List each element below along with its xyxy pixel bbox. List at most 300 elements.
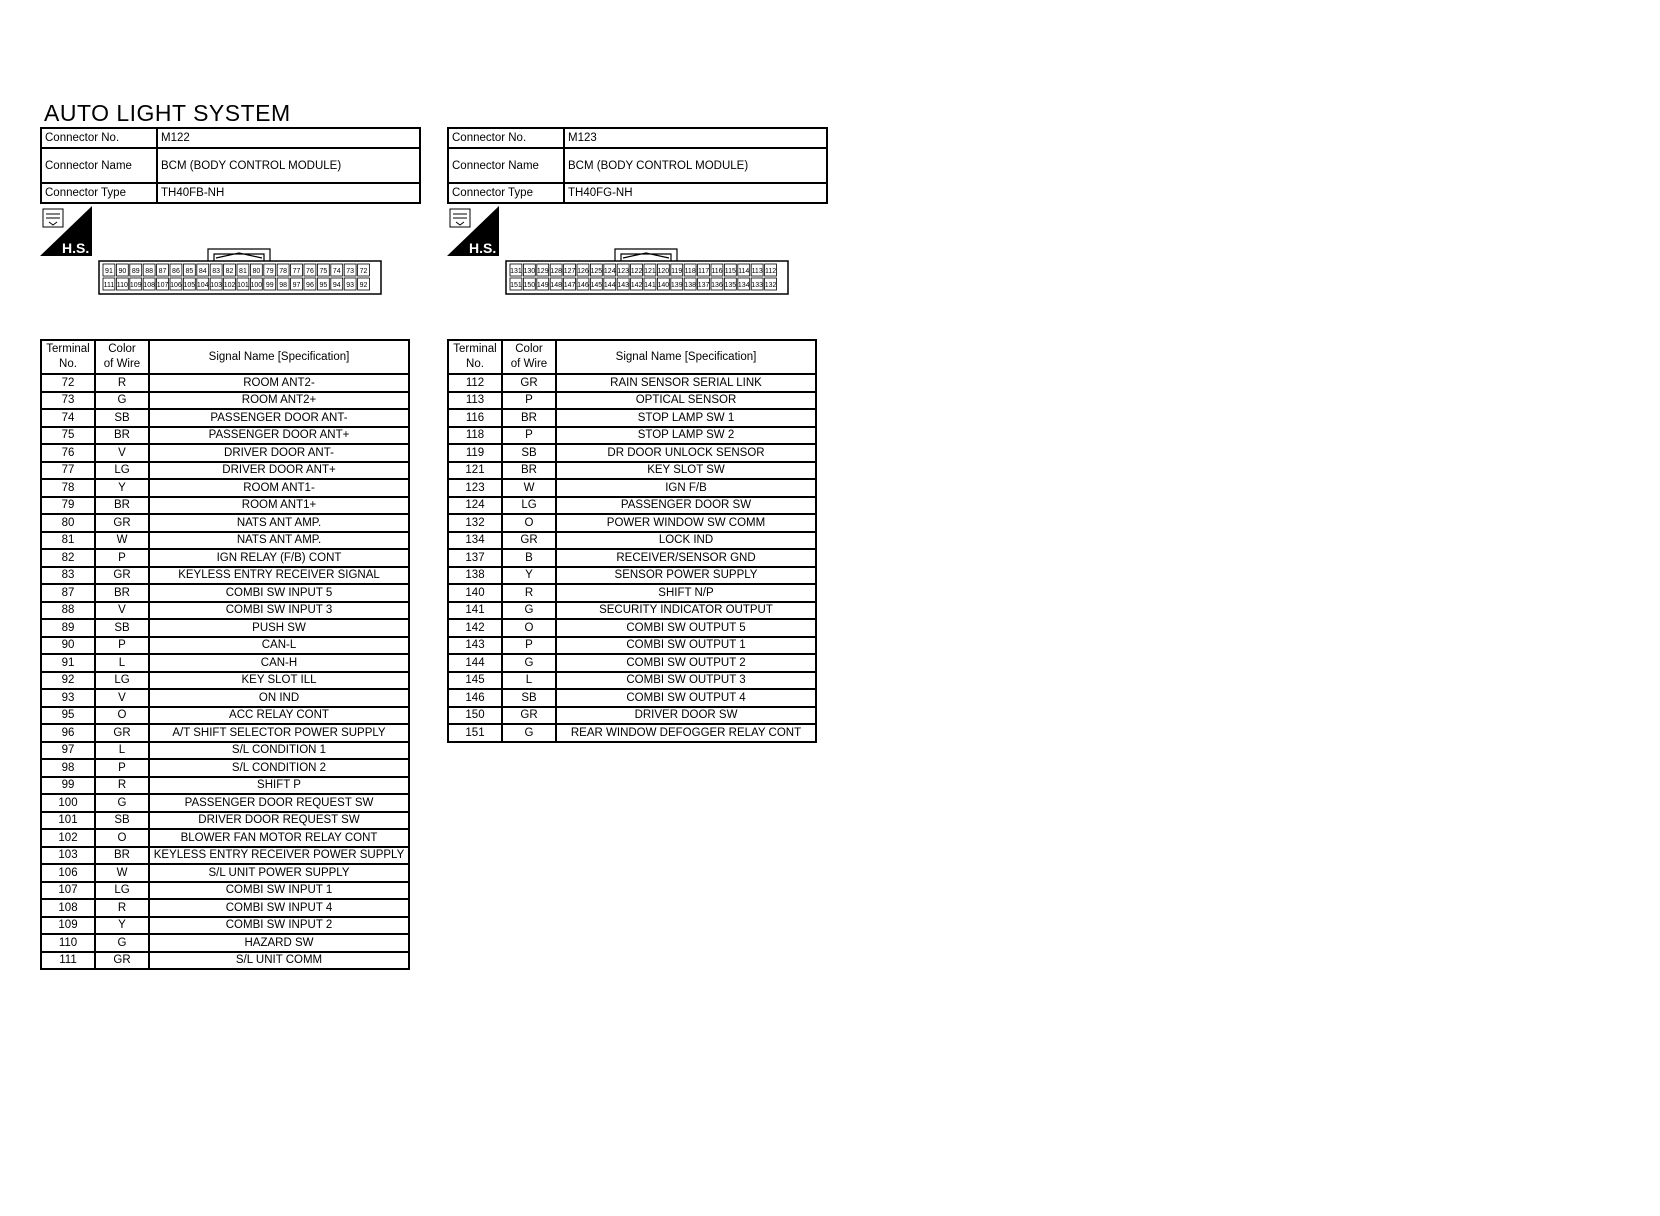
wire-color-cell: V: [95, 689, 149, 707]
table-row: [41, 479, 409, 497]
wire-color-cell: BR: [502, 462, 556, 480]
wire-color-cell: O: [502, 514, 556, 532]
signal-name-cell: CAN-H: [149, 654, 409, 672]
table-row: [41, 829, 409, 847]
signal-name-cell: PASSENGER DOOR ANT-: [149, 409, 409, 427]
pin-number: 97: [292, 282, 301, 289]
terminal-no-cell: 79: [41, 497, 95, 515]
table-row: [448, 654, 816, 672]
pin-number: 93: [346, 282, 355, 289]
signal-name-cell: ROOM ANT1-: [149, 479, 409, 497]
terminal-no-cell: 121: [448, 462, 502, 480]
signal-name-cell: COMBI SW INPUT 3: [149, 602, 409, 620]
table-row: [41, 952, 409, 970]
wire-color-cell: L: [502, 672, 556, 690]
pin-number: 83: [212, 268, 221, 275]
signal-name-cell: KEY SLOT SW: [556, 462, 816, 480]
pin-number: 129: [536, 268, 549, 275]
terminal-no-cell: 145: [448, 672, 502, 690]
wire-color-cell: P: [95, 549, 149, 567]
wire-color-cell: R: [95, 899, 149, 917]
connector-face-diagram-m122: [98, 248, 382, 296]
label-connector-no: Connector No.: [448, 128, 564, 148]
signal-name-cell: PUSH SW: [149, 619, 409, 637]
signal-name-cell: REAR WINDOW DEFOGGER RELAY CONT: [556, 724, 816, 742]
terminal-no-cell: 143: [448, 637, 502, 655]
pin-number: 91: [105, 268, 113, 275]
pin-number: 144: [603, 282, 616, 289]
table-row: [448, 619, 816, 637]
wire-color-cell: B: [502, 549, 556, 567]
pin-number: 100: [250, 282, 263, 289]
pin-number: 114: [738, 268, 750, 275]
wire-color-cell: SB: [95, 409, 149, 427]
wire-color-cell: Y: [502, 567, 556, 585]
pin-number: 110: [116, 282, 128, 289]
wire-color-cell: BR: [95, 584, 149, 602]
wire-color-cell: BR: [95, 427, 149, 445]
table-row: [41, 899, 409, 917]
terminal-no-cell: 77: [41, 462, 95, 480]
terminal-no-cell: 116: [448, 409, 502, 427]
col-header-color: Color of Wire: [95, 340, 149, 374]
pin-number: 96: [306, 282, 314, 289]
pin-number: 106: [170, 282, 182, 289]
table-row: [41, 847, 409, 865]
harness-side-icon: [447, 206, 499, 256]
pin-number: 98: [279, 282, 288, 289]
table-row: [41, 444, 409, 462]
terminal-no-cell: 111: [41, 952, 95, 970]
pin-number: 82: [225, 268, 234, 275]
pin-number: 124: [603, 268, 616, 275]
wire-color-cell: GR: [95, 514, 149, 532]
value-connector-no: M123: [564, 128, 827, 148]
table-row: [448, 532, 816, 550]
terminal-no-cell: 151: [448, 724, 502, 742]
table-row: [41, 934, 409, 952]
terminal-no-cell: 150: [448, 707, 502, 725]
signal-name-cell: COMBI SW OUTPUT 2: [556, 654, 816, 672]
value-connector-no: M122: [157, 128, 420, 148]
pin-number: 104: [196, 282, 209, 289]
pin-number: 131: [510, 268, 522, 275]
pin-number: 88: [145, 268, 154, 275]
table-row: [41, 759, 409, 777]
wire-color-cell: P: [502, 637, 556, 655]
signal-name-cell: COMBI SW OUTPUT 3: [556, 672, 816, 690]
terminal-no-cell: 138: [448, 567, 502, 585]
pin-number: 74: [332, 268, 341, 275]
terminal-no-cell: 74: [41, 409, 95, 427]
pin-number: 118: [684, 268, 696, 275]
pin-number: 132: [764, 282, 777, 289]
signal-name-cell: COMBI SW OUTPUT 1: [556, 637, 816, 655]
terminal-no-cell: 82: [41, 549, 95, 567]
pin-number: 134: [737, 282, 750, 289]
signal-name-cell: S/L UNIT COMM: [149, 952, 409, 970]
pin-number: 130: [523, 268, 536, 275]
pin-number: 135: [724, 282, 737, 289]
pin-number: 148: [550, 282, 562, 289]
pin-number: 84: [198, 268, 207, 275]
signal-name-cell: KEY SLOT ILL: [149, 672, 409, 690]
signal-name-cell: PASSENGER DOOR ANT+: [149, 427, 409, 445]
pin-number: 76: [306, 268, 314, 275]
terminal-no-cell: 118: [448, 427, 502, 445]
signal-name-cell: STOP LAMP SW 1: [556, 409, 816, 427]
pin-number: 113: [751, 268, 763, 275]
pin-number: 126: [577, 268, 589, 275]
signal-name-cell: ROOM ANT1+: [149, 497, 409, 515]
wire-color-cell: R: [95, 777, 149, 795]
signal-name-cell: RAIN SENSOR SERIAL LINK: [556, 374, 816, 392]
terminal-no-cell: 89: [41, 619, 95, 637]
table-row: [41, 777, 409, 795]
hs-label: H.S.: [62, 240, 90, 256]
signal-name-cell: DR DOOR UNLOCK SENSOR: [556, 444, 816, 462]
value-connector-name: BCM (BODY CONTROL MODULE): [157, 148, 420, 183]
terminal-no-cell: 100: [41, 794, 95, 812]
value-connector-name: BCM (BODY CONTROL MODULE): [564, 148, 827, 183]
label-connector-no: Connector No.: [41, 128, 157, 148]
connector-info-table-m123: [447, 127, 828, 204]
table-row: [41, 724, 409, 742]
wire-color-cell: G: [95, 392, 149, 410]
pin-number: 99: [265, 282, 274, 289]
connector-face-diagram-m123: [505, 248, 789, 296]
terminal-no-cell: 132: [448, 514, 502, 532]
pin-number: 85: [185, 268, 194, 275]
signal-name-cell: PASSENGER DOOR SW: [556, 497, 816, 515]
table-row: [448, 497, 816, 515]
signal-name-cell: S/L UNIT POWER SUPPLY: [149, 864, 409, 882]
pin-number: 120: [657, 268, 670, 275]
signal-name-cell: COMBI SW OUTPUT 4: [556, 689, 816, 707]
signal-name-cell: NATS ANT AMP.: [149, 532, 409, 550]
table-row: [41, 637, 409, 655]
terminal-no-cell: 93: [41, 689, 95, 707]
pin-number: 92: [359, 282, 368, 289]
table-row: [41, 812, 409, 830]
pin-number: 73: [346, 268, 355, 275]
signal-name-cell: ACC RELAY CONT: [149, 707, 409, 725]
terminal-no-cell: 112: [448, 374, 502, 392]
terminal-table-m122: [40, 339, 410, 970]
signal-name-cell: SHIFT N/P: [556, 584, 816, 602]
terminal-no-cell: 101: [41, 812, 95, 830]
pin-number: 77: [292, 268, 301, 275]
pin-number: 111: [103, 282, 115, 289]
wire-color-cell: GR: [502, 532, 556, 550]
label-connector-type: Connector Type: [448, 183, 564, 203]
terminal-no-cell: 97: [41, 742, 95, 760]
terminal-no-cell: 72: [41, 374, 95, 392]
pin-number: 116: [711, 268, 723, 275]
table-row: [41, 567, 409, 585]
signal-name-cell: KEYLESS ENTRY RECEIVER SIGNAL: [149, 567, 409, 585]
pin-number: 147: [563, 282, 576, 289]
wire-color-cell: LG: [502, 497, 556, 515]
wire-color-cell: G: [95, 794, 149, 812]
label-connector-name: Connector Name: [41, 148, 157, 183]
wire-color-cell: W: [95, 532, 149, 550]
pin-number: 143: [617, 282, 629, 289]
signal-name-cell: COMBI SW INPUT 1: [149, 882, 409, 900]
label-connector-type: Connector Type: [41, 183, 157, 203]
table-row: [448, 584, 816, 602]
terminal-table-m123: [447, 339, 817, 743]
terminal-no-cell: 142: [448, 619, 502, 637]
wire-color-cell: O: [95, 829, 149, 847]
table-row: [41, 707, 409, 725]
pin-number: 121: [644, 268, 656, 275]
table-row: [41, 584, 409, 602]
terminal-no-cell: 96: [41, 724, 95, 742]
wire-color-cell: BR: [502, 409, 556, 427]
wire-color-cell: L: [95, 742, 149, 760]
terminal-no-cell: 141: [448, 602, 502, 620]
signal-name-cell: SECURITY INDICATOR OUTPUT: [556, 602, 816, 620]
terminal-no-cell: 144: [448, 654, 502, 672]
table-row: [448, 427, 816, 445]
signal-name-cell: A/T SHIFT SELECTOR POWER SUPPLY: [149, 724, 409, 742]
pin-number: 151: [510, 282, 522, 289]
table-row: [41, 409, 409, 427]
table-row: [448, 672, 816, 690]
table-row: [41, 602, 409, 620]
pin-number: 122: [630, 268, 643, 275]
col-header-signal: Signal Name [Specification]: [149, 340, 409, 374]
terminal-no-cell: 87: [41, 584, 95, 602]
table-row: [41, 864, 409, 882]
pin-number: 125: [590, 268, 603, 275]
terminal-no-cell: 107: [41, 882, 95, 900]
pin-number: 136: [711, 282, 723, 289]
signal-name-cell: COMBI SW INPUT 2: [149, 917, 409, 935]
pin-number: 115: [724, 268, 736, 275]
wire-color-cell: BR: [95, 497, 149, 515]
col-header-terminal: Terminal No.: [41, 340, 95, 374]
pin-number: 107: [156, 282, 169, 289]
terminal-no-cell: 124: [448, 497, 502, 515]
table-row: [41, 462, 409, 480]
table-row: [448, 444, 816, 462]
pin-number: 140: [657, 282, 670, 289]
table-row: [448, 567, 816, 585]
terminal-no-cell: 81: [41, 532, 95, 550]
signal-name-cell: KEYLESS ENTRY RECEIVER POWER SUPPLY: [149, 847, 409, 865]
table-row: [41, 742, 409, 760]
wire-color-cell: SB: [502, 444, 556, 462]
terminal-no-cell: 123: [448, 479, 502, 497]
terminal-no-cell: 108: [41, 899, 95, 917]
terminal-no-cell: 146: [448, 689, 502, 707]
pin-number: 103: [210, 282, 222, 289]
table-row: [448, 707, 816, 725]
table-row: [41, 619, 409, 637]
signal-name-cell: OPTICAL SENSOR: [556, 392, 816, 410]
connector-latch: [615, 249, 677, 261]
signal-name-cell: DRIVER DOOR SW: [556, 707, 816, 725]
wire-color-cell: L: [95, 654, 149, 672]
terminal-no-cell: 91: [41, 654, 95, 672]
pin-number: 127: [563, 268, 576, 275]
signal-name-cell: STOP LAMP SW 2: [556, 427, 816, 445]
signal-name-cell: PASSENGER DOOR REQUEST SW: [149, 794, 409, 812]
table-row: [41, 497, 409, 515]
terminal-no-cell: 102: [41, 829, 95, 847]
pin-number: 137: [697, 282, 710, 289]
terminal-no-cell: 78: [41, 479, 95, 497]
pin-number: 79: [265, 268, 274, 275]
pin-number: 108: [143, 282, 155, 289]
col-header-color: Color of Wire: [502, 340, 556, 374]
terminal-no-cell: 140: [448, 584, 502, 602]
signal-name-cell: ROOM ANT2+: [149, 392, 409, 410]
signal-name-cell: SENSOR POWER SUPPLY: [556, 567, 816, 585]
connector-latch: [208, 249, 270, 261]
table-row: [41, 794, 409, 812]
wire-color-cell: BR: [95, 847, 149, 865]
wire-color-cell: W: [95, 864, 149, 882]
signal-name-cell: RECEIVER/SENSOR GND: [556, 549, 816, 567]
terminal-no-cell: 137: [448, 549, 502, 567]
harness-side-icon: [40, 206, 92, 256]
pin-number: 95: [319, 282, 328, 289]
wire-color-cell: V: [95, 602, 149, 620]
terminal-no-cell: 113: [448, 392, 502, 410]
wire-color-cell: SB: [95, 619, 149, 637]
signal-name-cell: SHIFT P: [149, 777, 409, 795]
pin-number: 105: [183, 282, 196, 289]
wire-color-cell: Y: [95, 479, 149, 497]
table-row: [41, 654, 409, 672]
table-row: [41, 549, 409, 567]
terminal-no-cell: 76: [41, 444, 95, 462]
pin-number: 80: [252, 268, 261, 275]
pin-number: 75: [319, 268, 328, 275]
wire-color-cell: O: [95, 707, 149, 725]
pin-number: 89: [131, 268, 140, 275]
pin-number: 87: [158, 268, 167, 275]
pin-number: 109: [129, 282, 142, 289]
table-row: [448, 549, 816, 567]
signal-name-cell: HAZARD SW: [149, 934, 409, 952]
table-row: [41, 672, 409, 690]
wire-color-cell: G: [502, 602, 556, 620]
table-row: [448, 514, 816, 532]
table-row: [448, 689, 816, 707]
table-row: [41, 374, 409, 392]
wire-color-cell: R: [95, 374, 149, 392]
table-row: [41, 532, 409, 550]
table-row: [448, 392, 816, 410]
wire-color-cell: GR: [502, 374, 556, 392]
pin-number: 141: [644, 282, 656, 289]
table-row: [448, 724, 816, 742]
pin-number: 112: [764, 268, 777, 275]
wire-color-cell: O: [502, 619, 556, 637]
wire-color-cell: LG: [95, 882, 149, 900]
signal-name-cell: DRIVER DOOR ANT+: [149, 462, 409, 480]
pin-number: 119: [671, 268, 683, 275]
pin-number: 72: [359, 268, 368, 275]
wire-color-cell: GR: [95, 724, 149, 742]
pin-number: 94: [332, 282, 341, 289]
pin-number: 150: [523, 282, 536, 289]
terminal-no-cell: 109: [41, 917, 95, 935]
terminal-no-cell: 88: [41, 602, 95, 620]
wire-color-cell: V: [95, 444, 149, 462]
signal-name-cell: ON IND: [149, 689, 409, 707]
pin-number: 86: [172, 268, 180, 275]
wire-color-cell: SB: [95, 812, 149, 830]
table-row: [41, 689, 409, 707]
signal-name-cell: DRIVER DOOR REQUEST SW: [149, 812, 409, 830]
pin-number: 117: [697, 268, 710, 275]
terminal-no-cell: 80: [41, 514, 95, 532]
pin-number: 101: [237, 282, 249, 289]
pin-number: 102: [223, 282, 236, 289]
signal-name-cell: DRIVER DOOR ANT-: [149, 444, 409, 462]
pin-number: 142: [630, 282, 643, 289]
table-row: [41, 427, 409, 445]
terminal-no-cell: 90: [41, 637, 95, 655]
terminal-no-cell: 134: [448, 532, 502, 550]
table-row: [41, 514, 409, 532]
terminal-no-cell: 110: [41, 934, 95, 952]
signal-name-cell: COMBI SW INPUT 5: [149, 584, 409, 602]
wire-color-cell: G: [502, 654, 556, 672]
col-header-terminal: Terminal No.: [448, 340, 502, 374]
wire-color-cell: SB: [502, 689, 556, 707]
wire-color-cell: GR: [502, 707, 556, 725]
terminal-no-cell: 83: [41, 567, 95, 585]
terminal-no-cell: 92: [41, 672, 95, 690]
table-row: [448, 409, 816, 427]
signal-name-cell: CAN-L: [149, 637, 409, 655]
wire-color-cell: GR: [95, 952, 149, 970]
hs-label: H.S.: [469, 240, 497, 256]
pin-number: 78: [279, 268, 288, 275]
terminal-no-cell: 75: [41, 427, 95, 445]
signal-name-cell: IGN F/B: [556, 479, 816, 497]
terminal-no-cell: 103: [41, 847, 95, 865]
terminal-no-cell: 73: [41, 392, 95, 410]
terminal-no-cell: 106: [41, 864, 95, 882]
table-row: [41, 392, 409, 410]
page-title: AUTO LIGHT SYSTEM: [44, 100, 291, 126]
terminal-no-cell: 99: [41, 777, 95, 795]
table-row: [41, 882, 409, 900]
wire-color-cell: P: [95, 637, 149, 655]
table-row: [448, 374, 816, 392]
wire-color-cell: Y: [95, 917, 149, 935]
signal-name-cell: COMBI SW INPUT 4: [149, 899, 409, 917]
signal-name-cell: LOCK IND: [556, 532, 816, 550]
table-row: [448, 479, 816, 497]
connector-info-table-m122: [40, 127, 421, 204]
wire-color-cell: P: [502, 427, 556, 445]
pin-number: 138: [684, 282, 696, 289]
table-row: [448, 637, 816, 655]
signal-name-cell: NATS ANT AMP.: [149, 514, 409, 532]
signal-name-cell: ROOM ANT2-: [149, 374, 409, 392]
signal-name-cell: S/L CONDITION 1: [149, 742, 409, 760]
wire-color-cell: G: [95, 934, 149, 952]
wire-color-cell: G: [502, 724, 556, 742]
